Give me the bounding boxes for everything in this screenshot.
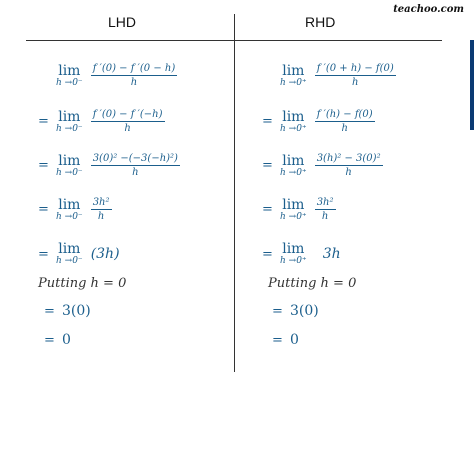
denominator: h — [130, 77, 138, 88]
equals-sign: = — [262, 246, 273, 262]
rhd-step-2 — [262, 108, 375, 135]
lim-sub: h →0⁺ — [280, 211, 307, 222]
lim-word: lim — [282, 241, 305, 257]
denominator: h — [352, 77, 359, 88]
rhd-step-7 — [272, 332, 299, 348]
limit — [280, 64, 307, 88]
teachoo-watermark: teachoo.com — [393, 4, 464, 15]
equals-sign: = — [44, 332, 55, 348]
lim-sub: h →0⁺ — [280, 77, 307, 88]
limit — [280, 154, 307, 178]
lim-word: lim — [58, 62, 81, 79]
equals-sign: = — [262, 158, 273, 173]
putting-text: Putting h = 0 — [268, 276, 357, 291]
fraction — [315, 62, 396, 89]
accent-bar — [470, 40, 474, 130]
fraction — [315, 152, 383, 179]
equals-sign: = — [38, 114, 49, 129]
expression: 3h — [322, 246, 341, 262]
numerator: f ′(0) − f ′(−h) — [92, 109, 163, 120]
denominator: h — [321, 211, 329, 222]
expression: (3h) — [90, 246, 120, 262]
equals-sign: = — [44, 303, 55, 319]
limit — [56, 110, 83, 134]
fraction — [91, 196, 112, 223]
value: 0 — [290, 332, 299, 348]
fraction — [315, 108, 375, 135]
rhd-step-1 — [262, 62, 396, 89]
denominator: h — [132, 167, 139, 178]
putting-text: Putting h = 0 — [38, 276, 127, 291]
value: 3(0) — [290, 303, 319, 319]
lim-word: lim — [58, 196, 81, 213]
fraction — [91, 62, 178, 89]
rhd-step-6 — [272, 303, 319, 319]
limit — [280, 110, 307, 134]
lhd-header: LHD — [108, 14, 137, 30]
value: 0 — [62, 332, 71, 348]
rhd-step-3 — [262, 152, 383, 179]
equals-sign: = — [272, 332, 283, 348]
lhd-putting — [38, 276, 126, 291]
lim-word: lim — [58, 152, 81, 169]
lim-word: lim — [58, 241, 81, 257]
denominator: h — [124, 123, 131, 134]
lhd-step-6 — [44, 303, 91, 319]
rhd-putting — [268, 276, 356, 291]
lim-sub: h →0⁻ — [56, 256, 83, 266]
lim-sub: h →0⁺ — [280, 256, 307, 266]
fraction — [315, 196, 336, 223]
lim-word: lim — [282, 152, 305, 169]
lhd-step-7 — [44, 332, 71, 348]
rhd-step-5 — [262, 242, 341, 266]
lhd-step-2 — [38, 108, 165, 135]
equals-sign: = — [262, 114, 273, 129]
lhd-step-1 — [38, 62, 177, 89]
numerator: f ′(0 + h) − f(0) — [316, 63, 394, 74]
rhd-step-4 — [262, 196, 336, 223]
lim-word: lim — [58, 108, 81, 125]
lim-sub: h →0⁺ — [280, 167, 307, 178]
limit — [56, 198, 83, 222]
lim-sub: h →0⁺ — [280, 123, 307, 134]
equals-sign: = — [272, 303, 283, 319]
equals-sign: = — [38, 246, 49, 262]
column-divider — [234, 14, 235, 372]
lhd-step-5 — [38, 242, 120, 266]
lim-sub: h →0⁻ — [56, 211, 83, 222]
lhd-step-4 — [38, 196, 112, 223]
limit — [56, 64, 83, 88]
denominator: h — [341, 123, 348, 134]
fraction — [91, 152, 180, 179]
limit — [56, 154, 83, 178]
lim-sub: h →0⁻ — [56, 77, 83, 88]
lim-word: lim — [282, 108, 305, 125]
lim-sub: h →0⁻ — [56, 167, 83, 178]
lhd-step-3 — [38, 152, 180, 179]
fraction — [91, 108, 165, 135]
lim-word: lim — [282, 196, 305, 213]
numerator: 3(0)² −(−3(−h)²) — [92, 153, 178, 164]
limit — [280, 198, 307, 222]
equals-sign: = — [38, 202, 49, 217]
numerator: 3h² — [92, 197, 110, 208]
lim-sub: h →0⁻ — [56, 123, 83, 134]
denominator: h — [97, 211, 105, 222]
numerator: 3h² — [316, 197, 334, 208]
numerator: f ′(0) − f ′(0 − h) — [92, 63, 176, 74]
limit — [280, 242, 307, 266]
denominator: h — [345, 167, 352, 178]
rhd-header: RHD — [305, 14, 336, 30]
numerator: 3(h)² − 3(0)² — [316, 153, 381, 164]
limit — [56, 242, 83, 266]
equals-sign: = — [262, 202, 273, 217]
lim-word: lim — [282, 62, 305, 79]
numerator: f ′(h) − f(0) — [316, 109, 373, 120]
value: 3(0) — [62, 303, 91, 319]
equals-sign: = — [38, 158, 49, 173]
